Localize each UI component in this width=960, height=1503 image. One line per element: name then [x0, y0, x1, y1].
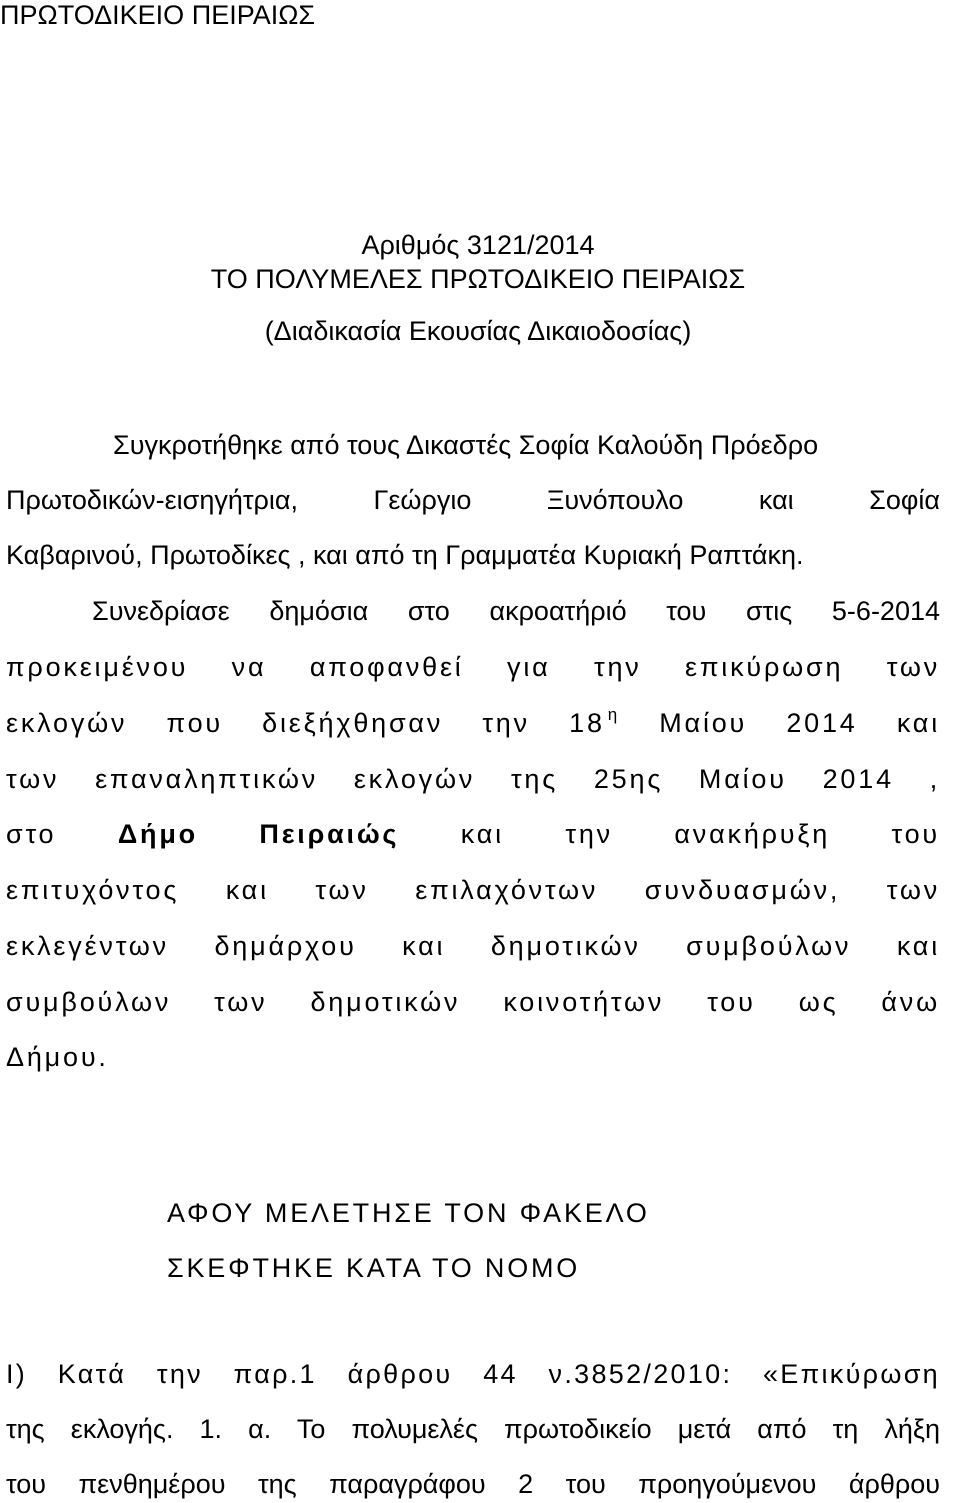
- session-line-5-text-end: και την ανακήρυξη του: [399, 819, 940, 849]
- session-line-4: των επαναληπτικών εκλογών της 25ης Μαίου 2014 ,: [6, 764, 940, 794]
- session-line-1: Συνεδρίασε δημόσια στο ακροατήριό του στις 5-6-2014: [92, 596, 940, 626]
- session-line-3: [6, 706, 940, 740]
- session-line-6: επιτυχόντος και των επιλαχόντων συνδυασμών, των: [6, 875, 940, 905]
- session-line-8: συμβούλων των δημοτικών κοινοτήτων του ως άνω: [6, 987, 940, 1017]
- session-line-5-text: στο: [6, 819, 118, 849]
- procedure-type: (Διαδικασία Εκουσίας Δικαιοδοσίας): [264, 316, 692, 346]
- session-line-3-text: εκλογών που διεξήχθησαν την 18: [6, 708, 605, 738]
- decision-number: Αριθμός 3121/2014: [361, 230, 595, 260]
- ordinal-superscript: η: [607, 705, 621, 724]
- composition-line-3: Καβαρινού, Πρωτοδίκες , και από τη Γραμματέα Κυριακή Ραπτάκη.: [6, 540, 804, 570]
- section-1-line-2: της εκλογής. 1. α. Το πολυμελές πρωτοδικείο μετά από τη λήξη: [6, 1414, 940, 1444]
- session-line-3-text-end: Μαίου 2014 και: [620, 708, 940, 738]
- municipality-name: Δήμο Πειραιώς: [117, 819, 400, 849]
- heading-line-1: ΑΦΟΥ ΜΕΛΕΤΗΣΕ ΤΟΝ ΦΑΚΕΛΟ: [167, 1198, 650, 1228]
- session-line-9: Δήμου.: [6, 1042, 109, 1072]
- section-1-line-3: του πενθημέρου της παραγράφου 2 του προηγούμενου άρθρου: [6, 1469, 940, 1499]
- court-header: ΠΡΩΤΟΔΙΚΕΙΟ ΠΕΙΡΑΙΩΣ: [0, 0, 316, 30]
- section-1-line-1: Ι) Κατά την παρ.1 άρθρου 44 ν.3852/2010: «Επικύρωση: [6, 1359, 940, 1389]
- session-line-2: προκειμένου να αποφανθεί για την επικύρωση των: [6, 652, 940, 682]
- composition-line-1: Συγκροτήθηκε από τους Δικαστές Σοφία Καλούδη Πρόεδρο: [113, 430, 819, 460]
- session-line-7: εκλεγέντων δημάρχου και δημοτικών συμβούλων και: [6, 931, 940, 961]
- session-line-5: [6, 817, 940, 851]
- heading-line-2: ΣΚΕΦΤΗΚΕ ΚΑΤΑ ΤΟ ΝΟΜΟ: [167, 1253, 581, 1283]
- court-full-name: ΤΟ ΠΟΛΥΜΕΛΕΣ ΠΡΩΤΟΔΙΚΕΙΟ ΠΕΙΡΑΙΩΣ: [210, 264, 746, 294]
- composition-line-2: Πρωτοδικών-εισηγήτρια, Γεώργιο Ξυνόπουλο και Σοφία: [6, 485, 940, 515]
